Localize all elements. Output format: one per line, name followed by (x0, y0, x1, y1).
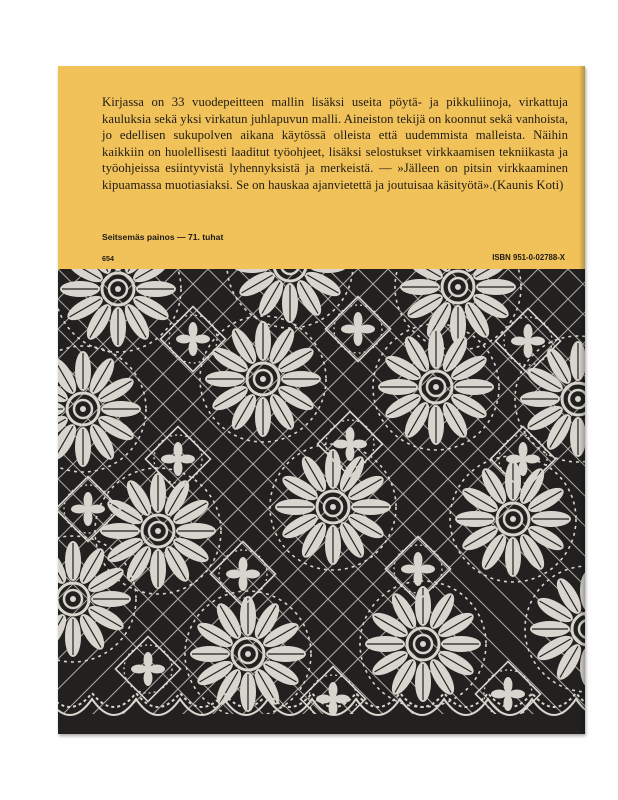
edition-line: Seitsemäs painos — 71. tuhat (102, 232, 224, 242)
crochet-lace-photo (58, 269, 585, 734)
publisher-code: 654 (102, 254, 114, 263)
cover-blurb: Kirjassa on 33 vuodepeitteen mallin lisäksi useita pöytä- ja pikkuliinoja, virkattuja kauluksia sekä yksi virkatun juhlapuvun malli. Aineiston tekijä on koonnut sekä vanhoista, jo edellisen sukupolven aikana käytössä olleista että uudemmista malleista. Näihin kaikkiin on huolellisesti laaditut työohjeet, lisäksi selostukset virkkaamisen tekniikasta ja työohjeissa esiintyvistä lyhennyksistä ja merkeistä. — »Jälleen on pitsin virkkaaminen kipuamassa muotiasiaksi. Se on hauskaa ajanvietettä ja joutuisaa käsityötä».(Kaunis Koti) (102, 95, 568, 192)
lace-pattern-image (58, 269, 585, 734)
page-edge-shadow (579, 66, 585, 734)
book-back-cover (58, 66, 585, 734)
isbn-number: ISBN 951-0-02788-X (492, 253, 565, 262)
yellow-text-panel (58, 66, 585, 269)
